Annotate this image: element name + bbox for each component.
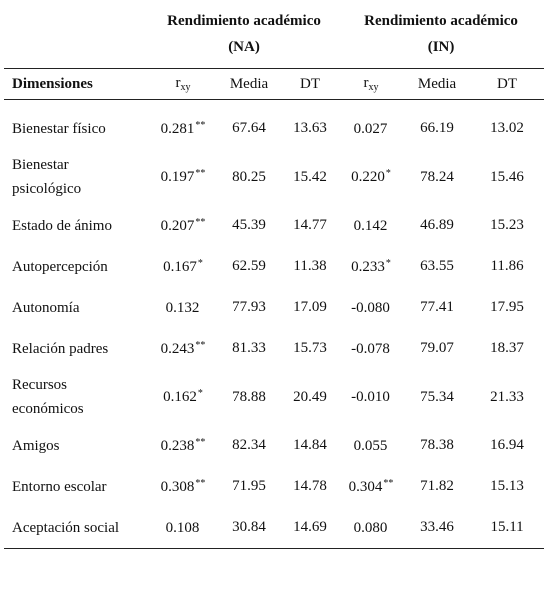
rxy-cell-in [338,205,404,246]
spacer-row [4,100,544,109]
rxy-cell-in [338,246,404,287]
sd-cell-na: 11.38 [293,258,327,274]
significance-mark: * [385,168,391,179]
significance-mark: ** [195,119,206,131]
sd-header-na: DT [282,69,338,100]
rxy-value: 0.132 [165,299,200,316]
significance-mark: ** [195,436,206,448]
mean-cell-in: 71.82 [420,478,454,494]
table-body [4,100,544,549]
mean-cell-in: 46.89 [420,217,454,233]
dimension-cell: Estado de ánimo [12,217,112,234]
rxy-cell-na [150,328,216,369]
mean-cell-na: 77.93 [232,299,266,315]
rxy-label: r [175,75,181,91]
sd-cell-in: 15.13 [490,478,524,494]
dimension-line: Bienestar [12,157,69,173]
significance-mark: ** [195,168,206,179]
mean-header-in: Media [404,69,470,100]
mean-cell-na: 78.88 [232,388,266,405]
mean-cell-in: 78.24 [420,168,454,185]
sd-cell-in: 15.46 [490,168,524,185]
blank-corner [4,0,150,69]
group-header-row [4,0,544,69]
group-in-title: Rendimiento académico [364,13,518,29]
spacer-cell [4,100,544,109]
sd-cell-in: 17.95 [490,299,524,315]
rxy-value: -0.080 [351,299,390,316]
rxy-cell-in [338,149,404,205]
mean-cell-na: 45.39 [232,217,266,233]
sd-cell-na: 14.84 [293,437,327,453]
mean-cell-in: 79.07 [420,340,454,356]
rxy-value: 0.108 [165,519,200,536]
sd-cell-na: 14.69 [282,507,338,549]
dimension-cell: Entorno escolar [12,478,107,495]
rxy-value: 0.233 [351,258,385,275]
rxy-cell-in [338,287,404,328]
mean-cell-na: 80.25 [232,168,266,185]
rxy-cell-in [338,108,404,149]
rxy-cell-na [150,369,216,425]
rxy-value: 0.055 [353,437,388,454]
table-row [4,425,544,466]
dimension-cell: Aceptación social [4,507,150,549]
sd-cell-in: 15.23 [490,217,524,233]
dimension-header: Dimensiones [4,69,150,100]
rxy-subscript: xy [180,82,191,93]
sd-cell-in: 16.94 [490,437,524,453]
rxy-cell-na [150,507,216,549]
rxy-subscript: xy [368,82,379,93]
sd-cell-na: 20.49 [293,388,327,405]
rxy-value: 0.220 [351,169,385,185]
rxy-value: 0.197 [160,169,195,185]
dimension-cell: Relación padres [12,340,109,357]
rxy-value: 0.281 [160,120,195,137]
significance-mark: ** [383,477,394,489]
mean-cell-na: 81.33 [232,340,266,356]
rxy-cell-in [338,328,404,369]
rxy-cell-in [338,466,404,507]
rxy-cell-in [338,369,404,425]
table-row [4,205,544,246]
dimension-cell: Bienestar físico [12,120,106,137]
mean-cell-na: 82.34 [232,437,266,453]
rxy-value: 0.308 [160,478,195,495]
rxy-cell-na [150,108,216,149]
mean-cell-in: 77.41 [420,299,454,315]
mean-cell-in: 75.34 [420,388,454,405]
mean-cell-in: 78.38 [420,437,454,453]
rxy-cell-na [150,149,216,205]
dimension-line: económicos [12,401,84,417]
sd-cell-na: 15.42 [293,168,327,185]
rxy-cell-in [338,507,404,549]
table-row [4,246,544,287]
sd-header-in: DT [470,69,544,100]
mean-cell-na: 30.84 [216,507,282,549]
mean-cell-in: 63.55 [420,258,454,274]
rxy-cell-na [150,246,216,287]
rxy-cell-na [150,205,216,246]
rxy-value: 0.162 [163,389,197,405]
group-in-subtitle: (IN) [427,39,455,55]
table-row [4,369,544,425]
sd-cell-na: 17.09 [293,299,327,315]
mean-header-na: Media [216,69,282,100]
group-header-na [150,0,338,69]
rxy-value: 0.207 [160,217,195,234]
rxy-value: -0.010 [351,389,390,405]
table-row [4,287,544,328]
rxy-value: 0.167 [163,258,197,275]
rxy-value: 0.080 [353,519,388,536]
sd-cell-na: 14.77 [293,217,327,233]
table-row [4,108,544,149]
mean-cell-in: 33.46 [404,507,470,549]
rxy-cell-na [150,466,216,507]
dimension-cell [4,149,150,205]
sd-cell-na: 15.73 [293,340,327,356]
dimension-line: psicológico [12,181,82,197]
sd-cell-na: 14.78 [293,478,327,494]
rxy-cell-in [338,425,404,466]
rxy-value: 0.243 [160,340,195,357]
mean-cell-na: 62.59 [232,258,266,274]
significance-mark: ** [195,477,206,489]
sd-cell-in: 11.86 [490,258,524,274]
table-row [4,328,544,369]
group-na-title: Rendimiento académico [167,13,321,29]
mean-cell-in: 66.19 [420,120,454,136]
significance-mark: * [197,388,203,399]
mean-cell-na: 71.95 [232,478,266,494]
sd-cell-in: 21.33 [490,388,524,405]
rxy-value: 0.027 [353,120,388,137]
sd-cell-na: 13.63 [293,120,327,136]
significance-mark: * [197,257,203,269]
rxy-header-na [150,69,216,100]
rxy-header-in [338,69,404,100]
significance-mark: * [385,257,391,269]
dimension-line: Recursos [12,377,67,393]
significance-mark: ** [195,339,206,351]
significance-mark: ** [195,216,206,228]
table-row [4,466,544,507]
rxy-cell-na [150,425,216,466]
dimension-cell [4,369,150,425]
group-na-subtitle: (NA) [228,39,260,55]
sd-cell-in: 13.02 [490,120,524,136]
sd-cell-in: 18.37 [490,340,524,356]
rxy-value: 0.238 [160,437,195,454]
results-table [4,0,544,549]
dimension-cell: Amigos [12,437,60,454]
table-row [4,507,544,549]
group-header-in [338,0,544,69]
rxy-value: 0.304 [348,478,383,495]
column-header-row [4,69,544,100]
rxy-value: 0.142 [353,217,388,234]
rxy-label: r [363,75,369,91]
rxy-value: -0.078 [351,340,390,357]
mean-cell-na: 67.64 [232,120,266,136]
table-row [4,149,544,205]
rxy-cell-na [150,287,216,328]
dimension-cell: Autopercepción [12,258,108,275]
sd-cell-in: 15.11 [470,507,544,549]
dimension-cell: Autonomía [12,299,80,316]
